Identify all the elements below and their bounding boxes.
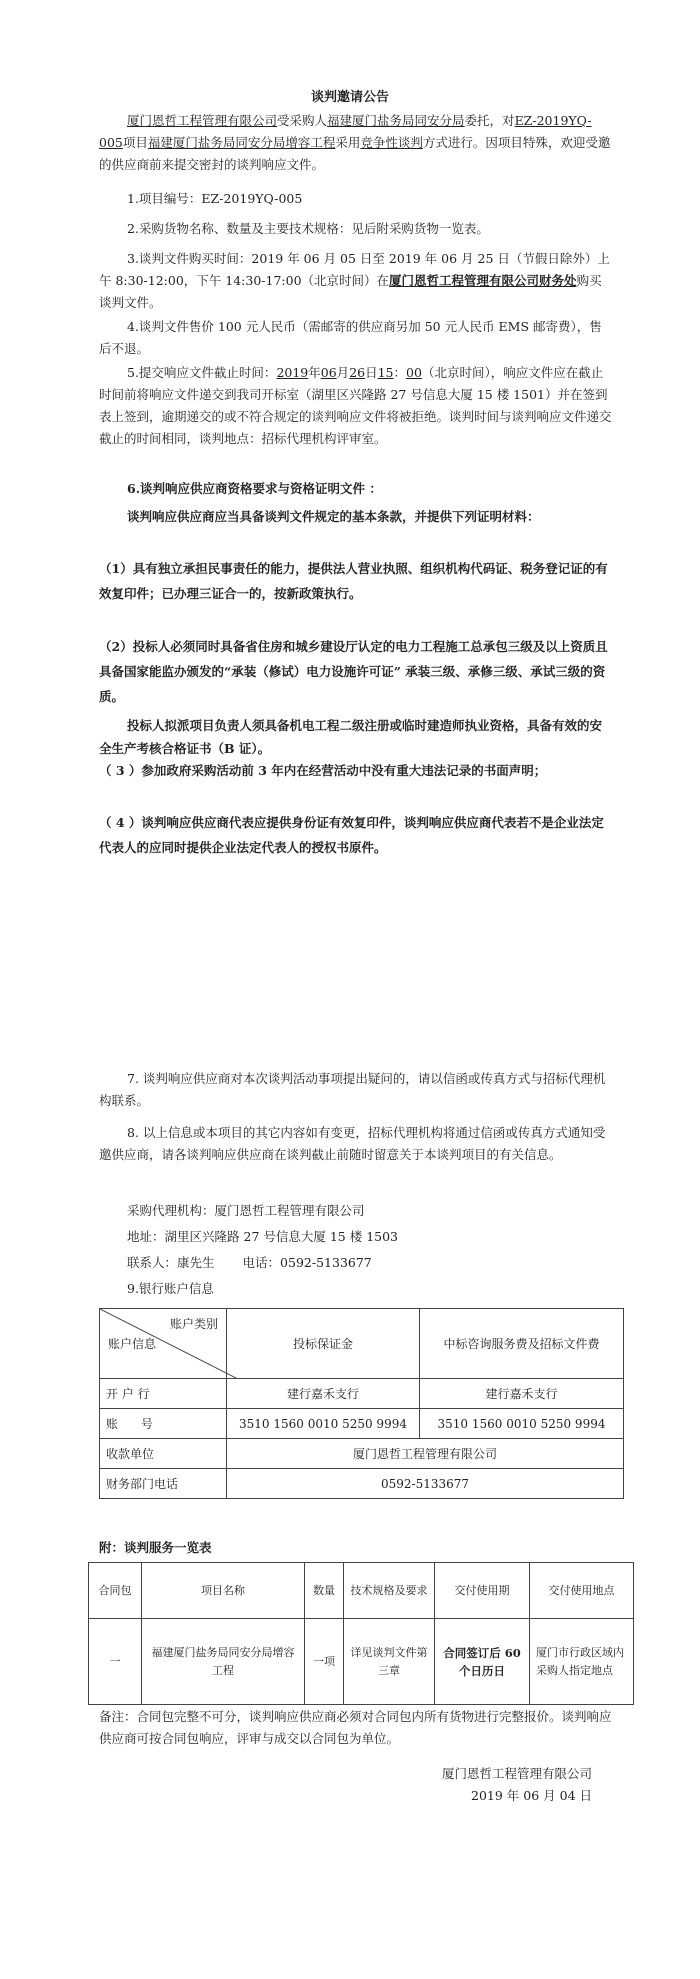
intro-text: 采用 — [335, 135, 361, 150]
cell-delivery-location: 厦门市行政区域内采购人指定地点 — [530, 1619, 634, 1705]
procurement-method: 竞争性谈判 — [360, 135, 423, 150]
qualification-4: （ 4 ）谈判响应供应商代表应提供身份证有效复印件，谈判响应供应商代表若不是企业法定代表人的应同时提供企业法定代表人的授权书原件。 — [99, 815, 604, 855]
note: 备注：合同包完整不可分，谈判响应供应商必须对合同包内所有货物进行完整报价。谈判响应供应商可按合同包响应，评审与成交以合同包为单位。 — [99, 1709, 612, 1746]
address-value: 湖里区兴隆路 27 号信息大厦 15 楼 1503 — [164, 1229, 399, 1244]
header-account-category: 账户类别 — [169, 1317, 218, 1331]
deadline-year: 2019 — [276, 365, 309, 380]
contact-line — [99, 1252, 614, 1274]
contact-person-label: 联系人： — [127, 1255, 178, 1270]
qualification-2b: 投标人拟派项目负责人须具备机电工程二级注册或临时建造师执业资格，具备有效的安全生产考核合格证书（B 证）。 — [99, 718, 603, 756]
purchase-place: 厦门恩哲工程管理有限公司财务处 — [389, 273, 577, 288]
table-row — [89, 1619, 634, 1705]
bank-name-2: 建行嘉禾支行 — [420, 1379, 624, 1409]
item-1: 1.项目编号：EZ-2019YQ-005 — [127, 191, 303, 206]
payee-value: 厦门恩哲工程管理有限公司 — [227, 1439, 624, 1469]
contact-person: 康先生 — [177, 1255, 215, 1270]
item-5 — [99, 362, 614, 450]
qualification-1: （1）具有独立承担民事责任的能力，提供法人营业执照、组织机构代码证、税务登记证的有效复印件；已办理三证合一的，按新政策执行。 — [99, 561, 608, 601]
address-line — [99, 1226, 614, 1248]
cell-spec: 详见谈判文件第三章 — [344, 1619, 435, 1705]
cell-delivery-period: 合同签订后 60 个日历日 — [435, 1619, 530, 1705]
deadline-hour: 15 — [377, 365, 394, 380]
table-row — [100, 1469, 624, 1499]
deadline-unit: 月 — [336, 365, 350, 380]
item-5-text: （北京时间），响应文件应在截止时间前将响应文件递交到我司开标室（湖里区兴隆路 27 号信息大厦 15 楼 1501）并在签到表上签到，逾期递交的或不符合规定的谈判响应文件将被拒绝。谈判时间与谈判响应文件递交截止的时间相同，谈判地点：招标代理机构评审室。 — [99, 365, 612, 446]
signature-date: 2019 年 06 月 04 日 — [471, 1788, 592, 1803]
phone-value: 0592-5133677 — [280, 1255, 372, 1270]
cell-package: 一 — [89, 1619, 142, 1705]
deadline-month: 06 — [320, 365, 337, 380]
intro-text: 委托，对 — [464, 113, 515, 128]
item-3-text: 3.谈判文件购买时间：2019 年 06 月 05 日至 2019 年 06 月 25 日（节假日除外）上午 8:30-12:00，下午 14:30-17:00（北京时间）在 — [99, 251, 610, 288]
item-3 — [99, 248, 614, 314]
project-number: EZ-2019YQ-005 — [99, 113, 592, 150]
intro-text: 受采购人 — [277, 113, 328, 128]
header-package: 合同包 — [89, 1563, 142, 1619]
bank-corner-cell — [100, 1309, 227, 1379]
signature-org: 厦门恩哲工程管理有限公司 — [441, 1766, 592, 1781]
deadline-unit: 日 — [365, 365, 378, 380]
table-row — [100, 1409, 624, 1439]
header-project-name: 项目名称 — [142, 1563, 305, 1619]
item-6-lead: 谈判响应供应商应当具备谈判文件规定的基本条款，并提供下列证明材料： — [127, 509, 540, 524]
col-bid-bond: 投标保证金 — [227, 1309, 420, 1379]
table-row — [100, 1439, 624, 1469]
row-label: 收款单位 — [100, 1439, 227, 1469]
qualification-2: （2）投标人必须同时具备省住房和城乡建设厅认定的电力工程施工总承包三级及以上资质且具备国家能监办颁发的“承装（修试）电力设施许可证” 承装三级、承修三级、承试三级的资质。 — [99, 639, 608, 704]
appendix-title: 附：谈判服务一览表 — [99, 1540, 212, 1555]
header-spec: 技术规格及要求 — [344, 1563, 435, 1619]
qualification-3: （ 3 ）参加政府采购活动前 3 年内在经营活动中没有重大违法记录的书面声明； — [99, 763, 547, 778]
col-service-fee: 中标咨询服务费及招标文件费 — [420, 1309, 624, 1379]
bank-name-1: 建行嘉禾支行 — [227, 1379, 420, 1409]
header-delivery-period: 交付使用期 — [435, 1563, 530, 1619]
agent-name: 厦门恩哲工程管理有限公司 — [127, 113, 278, 128]
item-4: 4.谈判文件售价 100 元人民币（需邮寄的供应商另加 50 元人民币 EMS 邮寄费），售后不退。 — [99, 319, 602, 356]
account-number-1: 3510 1560 0010 5250 9994 — [227, 1409, 420, 1439]
row-label: 财务部门电话 — [100, 1469, 227, 1499]
cell-quantity: 一项 — [305, 1619, 344, 1705]
row-label: 账 号 — [100, 1409, 227, 1439]
item-6-heading: 6.谈判响应供应商资格要求与资格证明文件 ： — [127, 481, 382, 496]
intro-text: 方式进行。因项目特殊，欢迎受邀的供应商前来提交密封的谈判响应文件。 — [99, 135, 611, 172]
row-label: 开 户 行 — [100, 1379, 227, 1409]
header-quantity: 数量 — [305, 1563, 344, 1619]
header-account-info: 账户信息 — [108, 1337, 157, 1351]
intro-paragraph — [99, 110, 614, 176]
item-2: 2.采购货物名称、数量及主要技术规格：见后附采购货物一览表。 — [127, 221, 489, 236]
cell-project-name: 福建厦门盐务局同安分局增容工程 — [142, 1619, 305, 1705]
agency-label: 采购代理机构： — [127, 1203, 215, 1218]
buyer-name: 福建厦门盐务局同安分局 — [327, 113, 465, 128]
item-9: 9.银行账户信息 — [127, 1281, 214, 1296]
table-row — [100, 1379, 624, 1409]
account-number-2: 3510 1560 0010 5250 9994 — [420, 1409, 624, 1439]
project-name: 福建厦门盐务局同安分局增容工程 — [147, 135, 336, 150]
item-8: 8. 以上信息或本项目的其它内容如有变更，招标代理机构将通过信函或传真方式通知受邀供应商，请各谈判响应供应商在谈判截止前随时留意关于本谈判项目的有关信息。 — [99, 1125, 606, 1162]
agency-line — [99, 1200, 614, 1222]
intro-text: 项目 — [122, 135, 148, 150]
item-3-text: 购买谈判文件。 — [99, 273, 602, 310]
deadline-day: 26 — [349, 365, 366, 380]
item-5-text: 5.提交响应文件截止时间： — [127, 365, 277, 380]
deadline-minute: 00 — [406, 365, 422, 380]
agency-name: 厦门恩哲工程管理有限公司 — [214, 1203, 365, 1218]
page-title: 谈判邀请公告 — [310, 90, 389, 105]
deadline-unit: ： — [393, 365, 407, 380]
item-7: 7. 谈判响应供应商对本次谈判活动事项提出疑问的，请以信函或传真方式与招标代理机构联系。 — [99, 1071, 606, 1108]
bank-info-table — [99, 1308, 624, 1499]
address-label: 地址： — [127, 1229, 165, 1244]
header-delivery-location: 交付使用地点 — [530, 1563, 634, 1619]
finance-phone: 0592-5133677 — [227, 1469, 624, 1499]
service-table — [88, 1562, 634, 1705]
deadline-unit: 年 — [308, 365, 321, 380]
phone-label: 电话： — [242, 1255, 281, 1270]
